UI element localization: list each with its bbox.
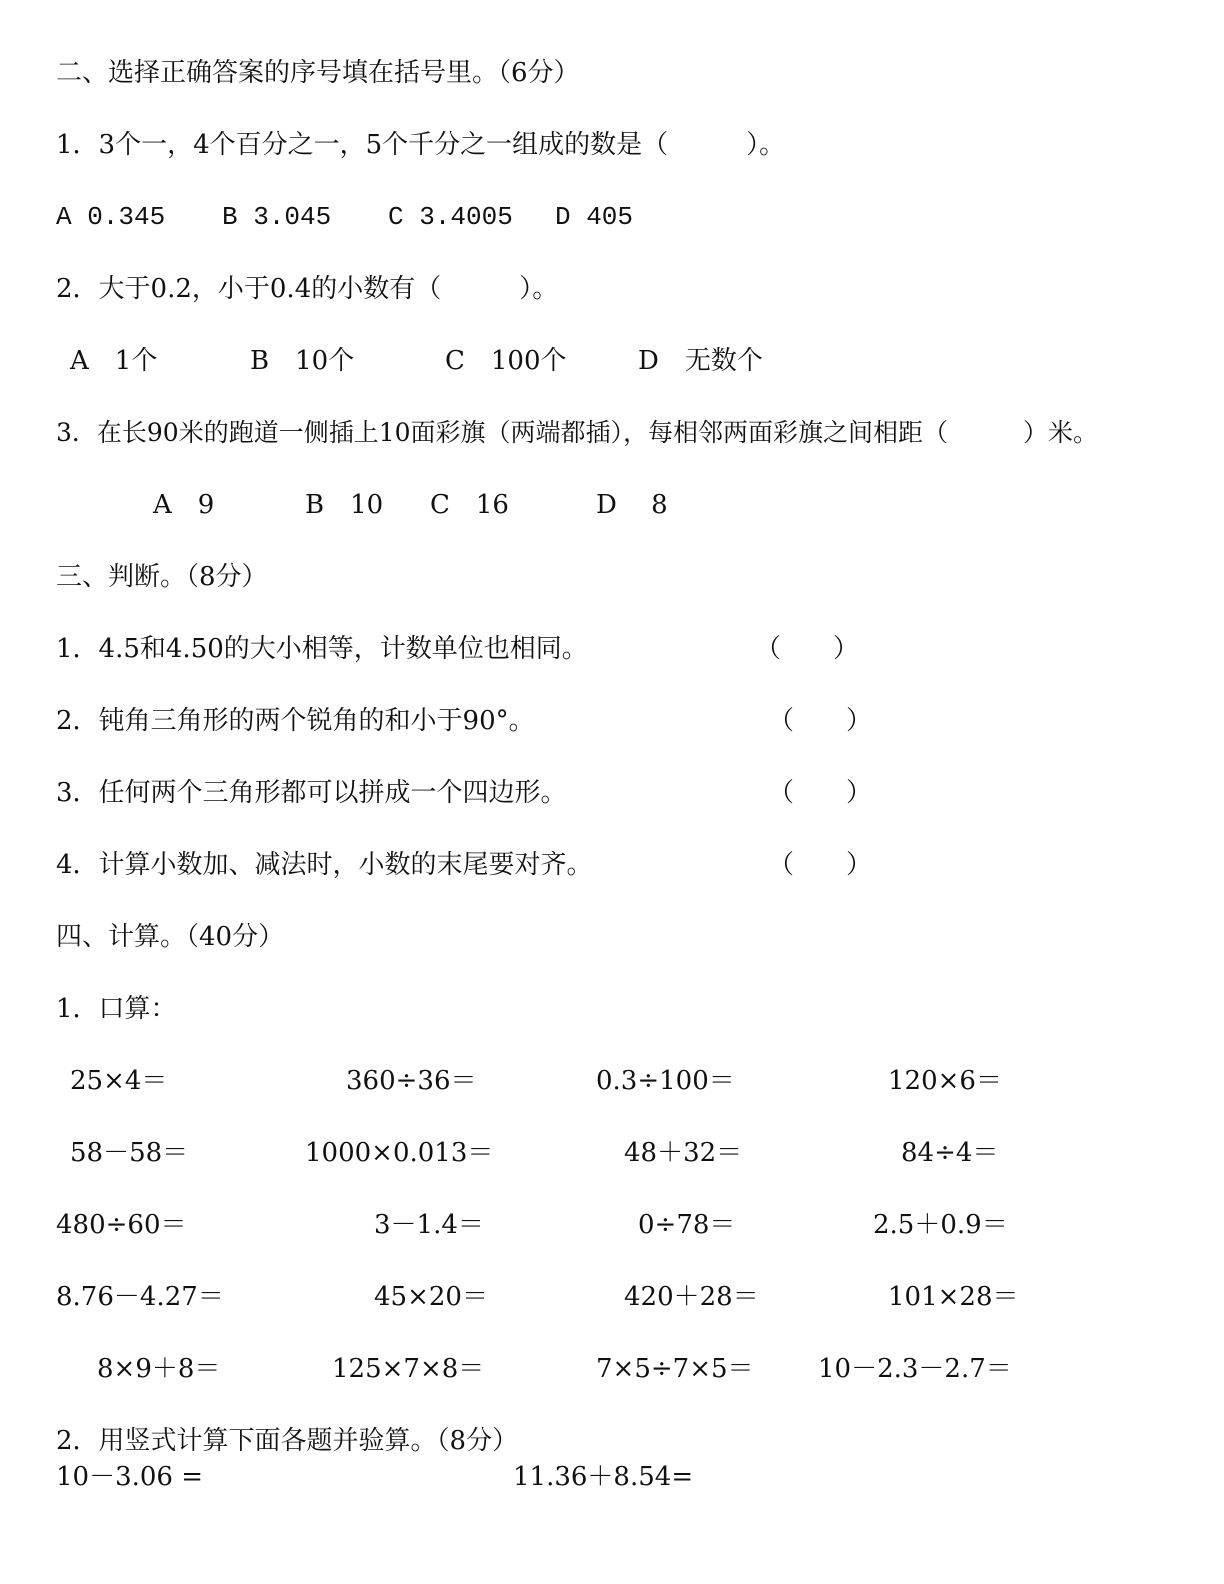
calc-r4-c3: 420＋28＝ [624,1282,759,1312]
q2-option-d: D 无数个 [638,346,763,376]
q2-option-a: A 1个 [70,346,158,376]
calc-r1-c4: 120×6＝ [888,1066,1002,1096]
q1-option-c: C 3.4005 [388,202,513,232]
judge-answer-paren-1: （ ） [755,634,860,664]
calc-r3-c3: 0÷78＝ [638,1210,736,1240]
q1-option-a: A 0.345 [56,202,166,232]
judge-answer-paren-4: （ ） [768,850,873,880]
calc-r3-c2: 3－1.4＝ [374,1210,484,1240]
q2-option-c: C 100个 [445,346,567,376]
calc-r3-c4: 2.5＋0.9＝ [873,1210,1008,1240]
q3-option-d: D 8 [596,490,668,520]
calc-r4-c4: 101×28＝ [888,1282,1019,1312]
calc-r4-c1: 8.76－4.27＝ [56,1282,224,1312]
q3-option-b: B 10 [305,490,384,520]
q3-option-c: C 16 [430,490,509,520]
judge-item-2: 2．钝角三角形的两个锐角的和小于90°。 [56,706,535,736]
calc-r2-c4: 84÷4＝ [901,1138,999,1168]
vertical-calc-2: 11.36＋8.54= [513,1462,694,1492]
calc-r1-c2: 360÷36＝ [346,1066,477,1096]
calc-r5-c3: 7×5÷7×5＝ [596,1354,754,1384]
q1-option-d: D 405 [555,202,634,232]
q3-stem: 3．在长90米的跑道一侧插上10面彩旗（两端都插），每相邻两面彩旗之间相距（ ）米。 [56,418,1099,447]
q2-option-b: B 10个 [250,346,355,376]
judge-answer-paren-3: （ ） [768,778,873,808]
calc-r2-c2: 1000×0.013＝ [305,1138,494,1168]
calc-r2-c1: 58－58＝ [70,1138,189,1168]
judge-answer-paren-2: （ ） [768,706,873,736]
oral-calc-title: 1．口算： [56,994,177,1024]
vertical-calc-1: 10－3.06 = [56,1462,204,1492]
q2-stem: 2．大于0.2，小于0.4的小数有（ ）。 [56,274,559,304]
calc-r4-c2: 45×20＝ [374,1282,488,1312]
calc-r5-c4: 10－2.3－2.7＝ [818,1354,1012,1384]
section2-title: 二、选择正确答案的序号填在括号里。（6分） [56,58,580,88]
q3-option-a: A 9 [153,490,215,520]
calc-r1-c1: 25×4＝ [70,1066,168,1096]
judge-item-3: 3．任何两个三角形都可以拼成一个四边形。 [56,778,567,808]
calc-r1-c3: 0.3÷100＝ [596,1066,735,1096]
calc-r5-c1: 8×9＋8＝ [97,1354,221,1384]
calc-r5-c2: 125×7×8＝ [332,1354,485,1384]
q1-option-b: B 3.045 [222,202,332,232]
section3-title: 三、判断。（8分） [56,562,268,592]
judge-item-4: 4．计算小数加、减法时，小数的末尾要对齐。 [56,850,593,880]
calc-r2-c3: 48＋32＝ [624,1138,743,1168]
vertical-calc-title: 2．用竖式计算下面各题并验算。（8分） [56,1426,519,1456]
calc-r3-c1: 480÷60＝ [56,1210,187,1240]
q1-stem: 1．3个一，4个百分之一，5个千分之一组成的数是（ ）。 [56,130,786,160]
section4-title: 四、计算。（40分） [56,922,285,952]
judge-item-1: 1．4.5和4.50的大小相等，计数单位也相同。 [56,634,588,664]
